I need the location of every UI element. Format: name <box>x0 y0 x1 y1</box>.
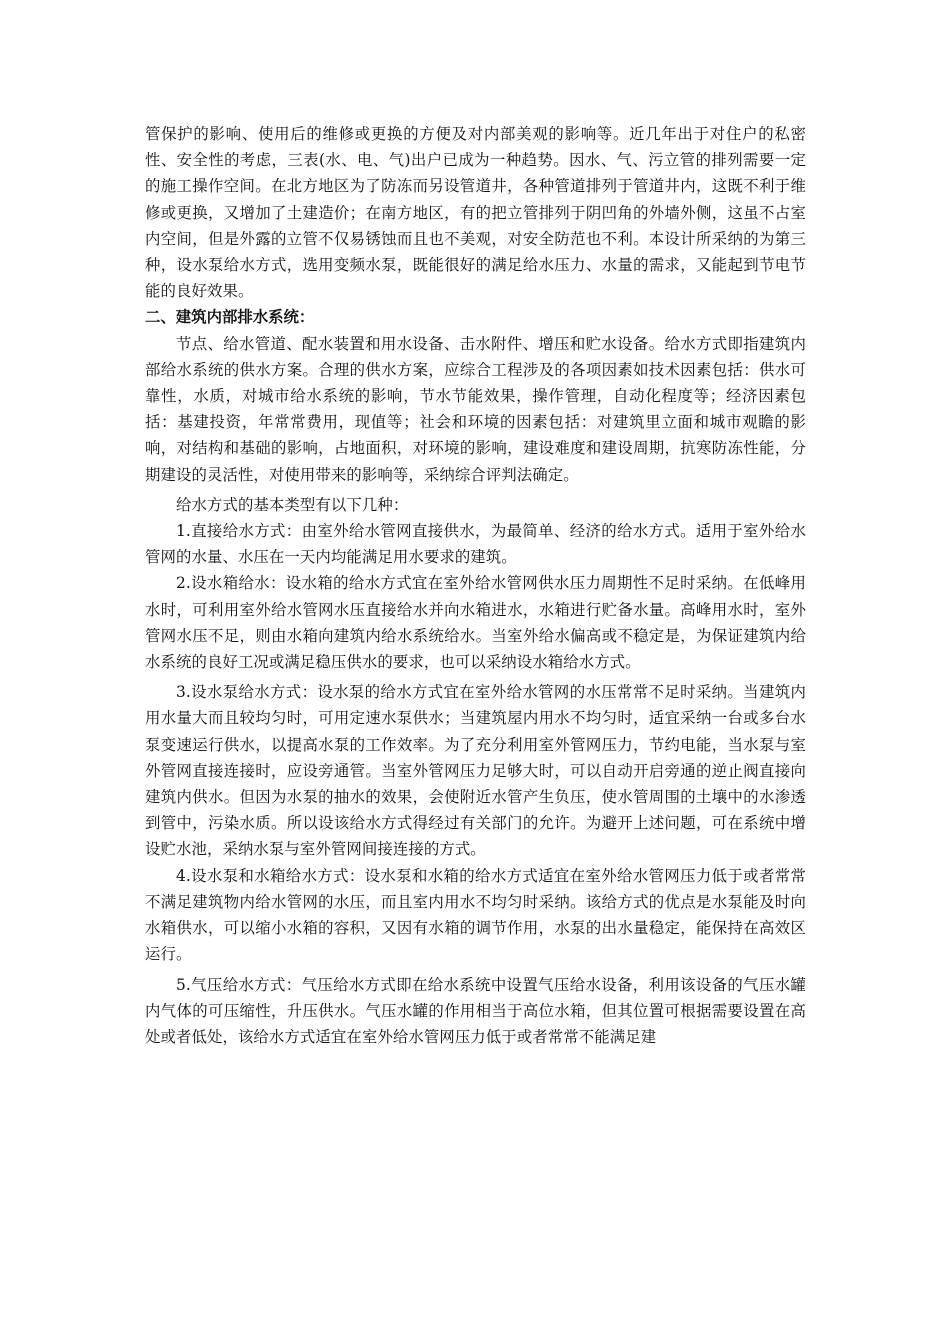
paragraph-item-3: 3.设水泵给水方式：设水泵的给水方式宜在室外给水管网的水压常常不足时采纳。当建筑内用水量大而且较均匀时，可用定速水泵供水；当建筑屋内用水不均匀时，适宜采纳一台或多台水泵变速运行供水，以提高水泵的工作效率。为了充分利用室外管网压力，节约电能，当水泵与室外管网直接连接时，应设旁通管。当室外管网压力足够大时，可以自动开启旁通的逆止阀直接向建筑内供水。但因为水泵的抽水的效果，会使附近水管产生负压，使水管周围的土壤中的水渗透到管中，污染水质。所以设该给水方式得经过有关部门的允许。为避开上述问题，可在系统中增设贮水池，采纳水泵与室外管网间接连接的方式。 <box>145 683 806 859</box>
paragraph-intro: 管保护的影响、使用后的维修或更换的方便及对内部美观的影响等。近几年出于对住户的私密性、安全性的考虑，三表(水、电、气)出户已成为一种趋势。因水、气、污立管的排列需要一定的施工操作空间。在北方地区为了防冻而另设管道井，各种管道排列于管道井内，这既不利于维修或更换，又增加了土建造价；在南方地区，有的把立管排列于阴凹角的外墙外侧，这虽不占室内空间，但是外露的立管不仅易锈蚀而且也不美观，对安全防范也不利。本设计所采纳的为第三种，设水泵给水方式，选用变频水泵，既能很好的满足给水压力、水量的需求，又能起到节电节能的良好效果。 <box>145 125 806 301</box>
paragraph-item-4: 4.设水泵和水箱给水方式：设水泵和水箱的给水方式适宜在室外给水管网压力低于或者常常不满足建筑物内给水管网的水压，而且室内用水不均匀时采纳。该给方式的优点是水泵能及时向水箱供水，可以缩小水箱的容积，又因有水箱的调节作用，水泵的出水量稳定，能保持在高效区运行。 <box>145 866 806 964</box>
paragraph-item-5: 5.气压给水方式：气压给水方式即在给水系统中设置气压给水设备，利用该设备的气压水罐内气体的可压缩性，升压供水。气压水罐的作用相当于高位水箱，但其位置可根据需要设置在高处或者低处，该给水方式适宜在室外给水管网压力低于或者常常不能满足建 <box>145 975 806 1046</box>
paragraph-item-2: 2.设水箱给水：设水箱的给水方式宜在室外给水管网供水压力周期性不足时采纳。在低峰用水时，可利用室外给水管网水压直接给水并向水箱进水，水箱进行贮备水量。高峰用水时，室外管网水压不足，则由水箱向建筑内给水系统给水。当室外给水偏高或不稳定是，为保证建筑内给水系统的良好工况或满足稳压供水的要求，也可以采纳设水箱给水方式。 <box>145 574 806 672</box>
paragraph-nodes: 节点、给水管道、配水装置和用水设备、击水附件、增压和贮水设备。给水方式即指建筑内部给水系统的供水方案。合理的供水方案，应综合工程涉及的各项因素如技术因素包括：供水可靠性，水质，对城市给水系统的影响，节水节能效果，操作管理，自动化程度等；经济因素包括：基建投资，年常常费用，现值等；社会和环境的因素包括：对建筑里立面和城市观瞻的影响，对结构和基础的影响，占地面积，对环境的影响，建设难度和建设周期，抗寒防冻性能，分期建设的灵活性，对使用带来的影响等，采纳综合评判法确定。 <box>145 334 806 484</box>
paragraph-types-intro: 给水方式的基本类型有以下几种： <box>176 495 409 514</box>
document-page <box>145 121 806 1050</box>
paragraph-item-1: 1.直接给水方式：由室外给水管网直接供水，为最简单、经济的给水方式。适用于室外给水管网的水量、水压在一天内均能满足用水要求的建筑。 <box>145 522 806 567</box>
section-heading: 二、建筑内部排水系统： <box>145 308 315 327</box>
